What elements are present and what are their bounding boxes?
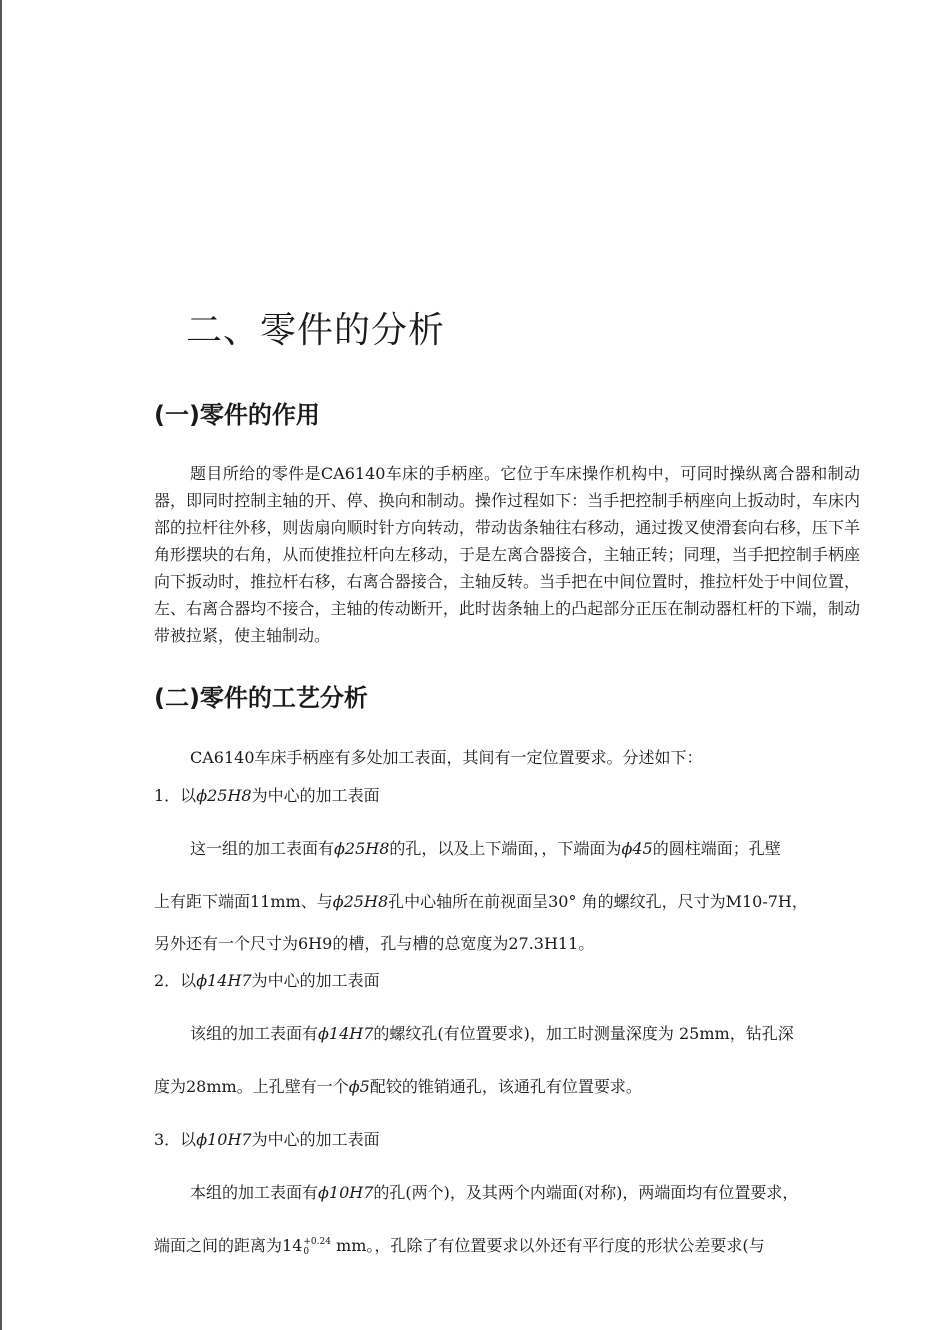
tolerance-upper: +0.24 [303, 1236, 331, 1247]
item3-line2: 端面之间的距离为14 +0.24 0 mm。，孔除了有位置要求以外还有平行度的形状公差要求(与 [154, 1236, 765, 1257]
item1-line2: 上有距下端面11mm、与ϕ25H8孔中心轴所在前视面呈30° 角的螺纹孔，尺寸为M10-7H， [154, 892, 808, 911]
tolerance-lower: 0 [303, 1246, 310, 1257]
item2-line1: 该组的加工表面有ϕ14H7的螺纹孔(有位置要求)，加工时测量深度为 25mm，钻孔深 [190, 1024, 794, 1043]
page-edge [0, 0, 2, 1330]
item2-title: 2．以ϕ14H7为中心的加工表面 [154, 971, 380, 990]
section-heading-function: (一)零件的作用 [154, 401, 320, 429]
function-paragraph: 题目所给的零件是CA6140车床的手柄座。它位于车床操作机构中，可同时操纵离合器和制动器，即同时控制主轴的开、停、换向和制动。操作过程如下：当手把控制手柄座向上扳动时，车床内部的拉杆往外移，则齿扇向顺时针方向转动，带动齿条轴往右移动，通过拨叉使滑套向右移，压下羊角形摆块的右角，从而使推拉杆向左移动，于是左离合器接合，主轴正转；同理，当手把控制手柄座向下扳动时，推拉杆右移，右离合器接合，主轴反转。当手把在中间位置时，推拉杆处于中间位置，左、右离合器均不接合，主轴的传动断开，此时齿条轴上的凸起部分正压在制动器杠杆的下端，制动带被拉紧，使主轴制动。 [154, 464, 860, 645]
item2-line2: 度为28mm。上孔壁有一个ϕ5配铰的锥销通孔，该通孔有位置要求。 [154, 1077, 642, 1096]
section-heading-process-analysis: (二)零件的工艺分析 [154, 684, 368, 712]
item1-line3: 另外还有一个尺寸为6H9的槽，孔与槽的总宽度为27.3H11。 [154, 934, 595, 953]
process-intro: CA6140车床手柄座有多处加工表面，其间有一定位置要求。分述如下： [190, 748, 703, 767]
item3-title: 3．以ϕ10H7为中心的加工表面 [154, 1130, 380, 1149]
item1-title: 1．以ϕ25H8为中心的加工表面 [154, 786, 380, 805]
tolerance-stack [303, 1237, 331, 1257]
chapter-title: 二、零件的分析 [186, 310, 446, 351]
item3-line1: 本组的加工表面有ϕ10H7的孔(两个)，及其两个内端面(对称)，两端面均有位置要求， [190, 1183, 799, 1202]
item1-line1: 这一组的加工表面有ϕ25H8的孔，以及上下端面，，下端面为ϕ45的圆柱端面；孔壁 [190, 839, 781, 858]
